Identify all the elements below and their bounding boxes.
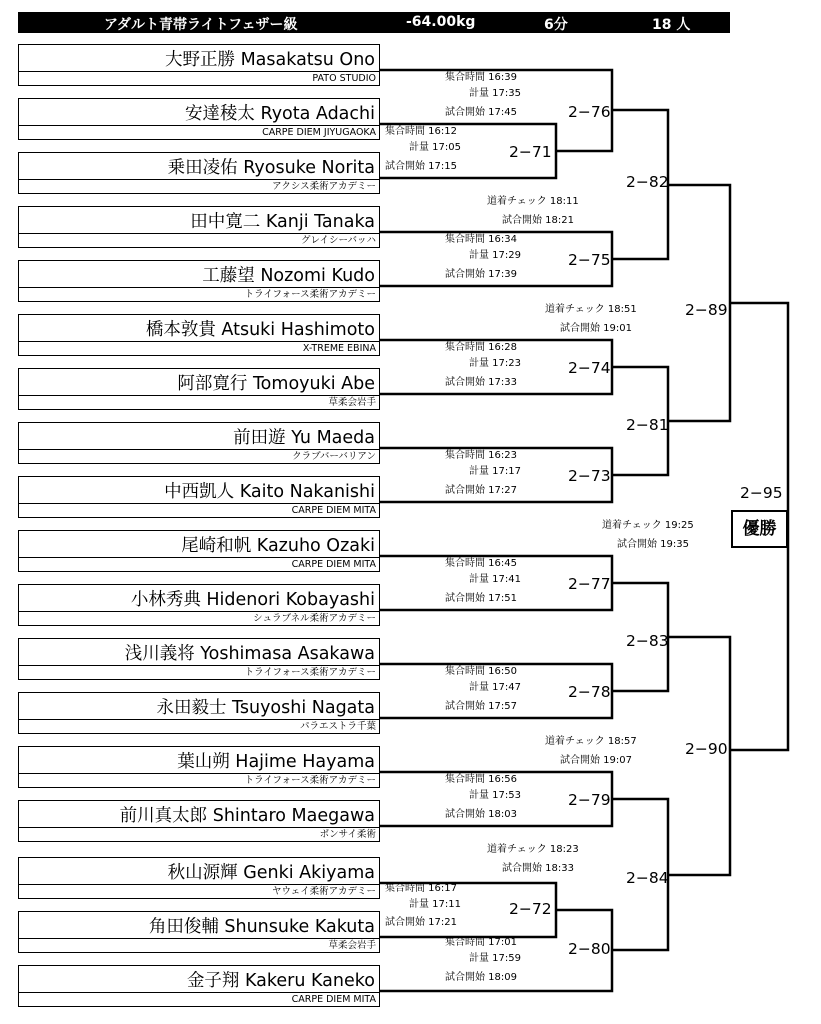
weigh-in-time: 計量 17:35 [469,88,521,99]
weigh-in-time: 計量 17:29 [469,250,521,261]
match-number: 2−89 [685,301,728,319]
player-team: トライフォース柔術アカデミー [244,775,376,786]
player-entry [18,206,380,246]
player-name: 小林秀典 Hidenori Kobayashi [130,590,375,610]
assembly-time: 集合時間 17:01 [445,937,517,948]
player-team: シュラブネル柔術アカデミー [253,613,376,624]
match-number: 2−72 [509,900,552,918]
player-entry [18,152,380,192]
match-start-time: 試合開始 18:09 [445,972,517,983]
player-entry [18,746,380,786]
weigh-in-time: 計量 17:17 [469,466,521,477]
match-start-time: 試合開始 17:45 [445,107,517,118]
division-name: アダルト青帯ライトフェザー級 [104,17,298,33]
player-entry [18,692,380,732]
player-team: CARPE DIEM JIYUGAOKA [262,127,376,138]
gi-check-time: 道着チェック 18:51 [545,304,637,315]
match-start-time: 試合開始 17:39 [445,269,517,280]
player-team: グレイシーバッハ [300,235,376,246]
player-team: X-TREME EBINA [302,343,376,354]
match-start-time: 試合開始 19:01 [560,323,632,334]
player-entry [18,314,380,354]
gi-check-time: 道着チェック 19:25 [602,520,694,531]
match-time: 6分 [544,17,568,33]
match-number: 2−90 [685,740,728,758]
player-name: 工藤望 Nozomi Kudo [202,266,375,286]
player-team: CARPE DIEM MITA [291,559,376,570]
player-name: 乗田凌佑 Ryosuke Norita [167,158,375,178]
gi-check-time: 道着チェック 18:11 [487,196,579,207]
player-entry [18,857,380,897]
assembly-time: 集合時間 16:23 [445,450,517,461]
assembly-time: 集合時間 16:39 [445,72,517,83]
player-team: CARPE DIEM MITA [291,505,376,516]
gi-check-time: 道着チェック 18:23 [487,844,579,855]
weigh-in-time: 計量 17:11 [409,899,461,910]
player-entry [18,476,380,516]
player-name: 中西凱人 Kaito Nakanishi [164,482,375,502]
player-entry [18,44,380,84]
match-start-time: 試合開始 17:21 [385,917,457,928]
player-team: アクシス柔術アカデミー [272,181,376,192]
player-name: 角田俊輔 Shunsuke Kakuta [148,917,375,937]
weigh-in-time: 計量 17:05 [409,142,461,153]
match-number: 2−74 [568,359,611,377]
match-start-time: 試合開始 17:27 [445,485,517,496]
match-number: 2−83 [626,632,669,650]
player-team: パラエストラ千葉 [299,721,376,732]
player-name: 田中寛二 Kanji Tanaka [190,212,375,232]
match-start-time: 試合開始 19:07 [560,755,632,766]
match-start-time: 試合開始 18:33 [502,863,574,874]
player-entry [18,911,380,951]
match-number: 2−78 [568,683,611,701]
player-team: トライフォース柔術アカデミー [244,289,376,300]
player-entry [18,530,380,570]
player-team: ヤウェイ柔術アカデミー [271,886,376,897]
match-number: 2−95 [740,484,783,502]
player-entry [18,800,380,840]
match-number: 2−82 [626,173,669,191]
match-start-time: 試合開始 17:15 [385,161,457,172]
player-name: 前川真太郎 Shintaro Maegawa [119,806,375,826]
player-entry [18,965,380,1005]
participant-count: 18 人 [652,17,691,33]
match-number: 2−80 [568,940,611,958]
player-entry [18,368,380,408]
player-name: 前田遊 Yu Maeda [233,428,375,448]
player-entry [18,260,380,300]
player-team: CARPE DIEM MITA [291,994,376,1005]
match-number: 2−81 [626,416,669,434]
champion-box: 優勝 [731,510,788,548]
player-name: 阿部寛行 Tomoyuki Abe [177,374,375,394]
weigh-in-time: 計量 17:23 [469,358,521,369]
match-start-time: 試合開始 17:33 [445,377,517,388]
assembly-time: 集合時間 16:45 [445,558,517,569]
assembly-time: 集合時間 16:28 [445,342,517,353]
assembly-time: 集合時間 16:34 [445,234,517,245]
player-entry [18,638,380,678]
player-team: PATO STUDIO [312,73,376,84]
player-name: 尾崎和帆 Kazuho Ozaki [181,536,375,556]
assembly-time: 集合時間 16:12 [385,126,457,137]
match-start-time: 試合開始 18:03 [445,809,517,820]
player-name: 橋本敦貴 Atsuki Hashimoto [145,320,375,340]
weigh-in-time: 計量 17:53 [469,790,521,801]
match-number: 2−75 [568,251,611,269]
match-number: 2−76 [568,103,611,121]
player-name: 浅川義将 Yoshimasa Asakawa [124,644,375,664]
player-team: 草柔会岩手 [328,397,376,408]
player-team: ボンサイ柔術 [319,829,376,840]
player-name: 永田毅士 Tsuyoshi Nagata [156,698,375,718]
match-start-time: 試合開始 17:51 [445,593,517,604]
assembly-time: 集合時間 16:17 [385,883,457,894]
player-entry [18,98,380,138]
gi-check-time: 道着チェック 18:57 [545,736,637,747]
player-name: 葉山朔 Hajime Hayama [177,752,375,772]
assembly-time: 集合時間 16:56 [445,774,517,785]
player-name: 金子翔 Kakeru Kaneko [186,971,375,991]
player-team: クラブバーバリアン [292,451,376,462]
match-start-time: 試合開始 19:35 [617,539,689,550]
weight-limit: -64.00kg [406,14,476,30]
match-number: 2−84 [626,869,669,887]
player-entry [18,584,380,624]
weigh-in-time: 計量 17:47 [469,682,521,693]
match-number: 2−73 [568,467,611,485]
match-number: 2−77 [568,575,611,593]
player-name: 安達稜太 Ryota Adachi [184,104,375,124]
weigh-in-time: 計量 17:59 [469,953,521,964]
player-team: 草柔会岩手 [328,940,376,951]
assembly-time: 集合時間 16:50 [445,666,517,677]
weigh-in-time: 計量 17:41 [469,574,521,585]
player-name: 大野正勝 Masakatsu Ono [165,50,375,70]
player-entry [18,422,380,462]
player-name: 秋山源輝 Genki Akiyama [167,863,375,883]
match-start-time: 試合開始 18:21 [502,215,574,226]
player-team: トライフォース柔術アカデミー [244,667,376,678]
match-number: 2−71 [509,143,552,161]
match-start-time: 試合開始 17:57 [445,701,517,712]
match-number: 2−79 [568,791,611,809]
